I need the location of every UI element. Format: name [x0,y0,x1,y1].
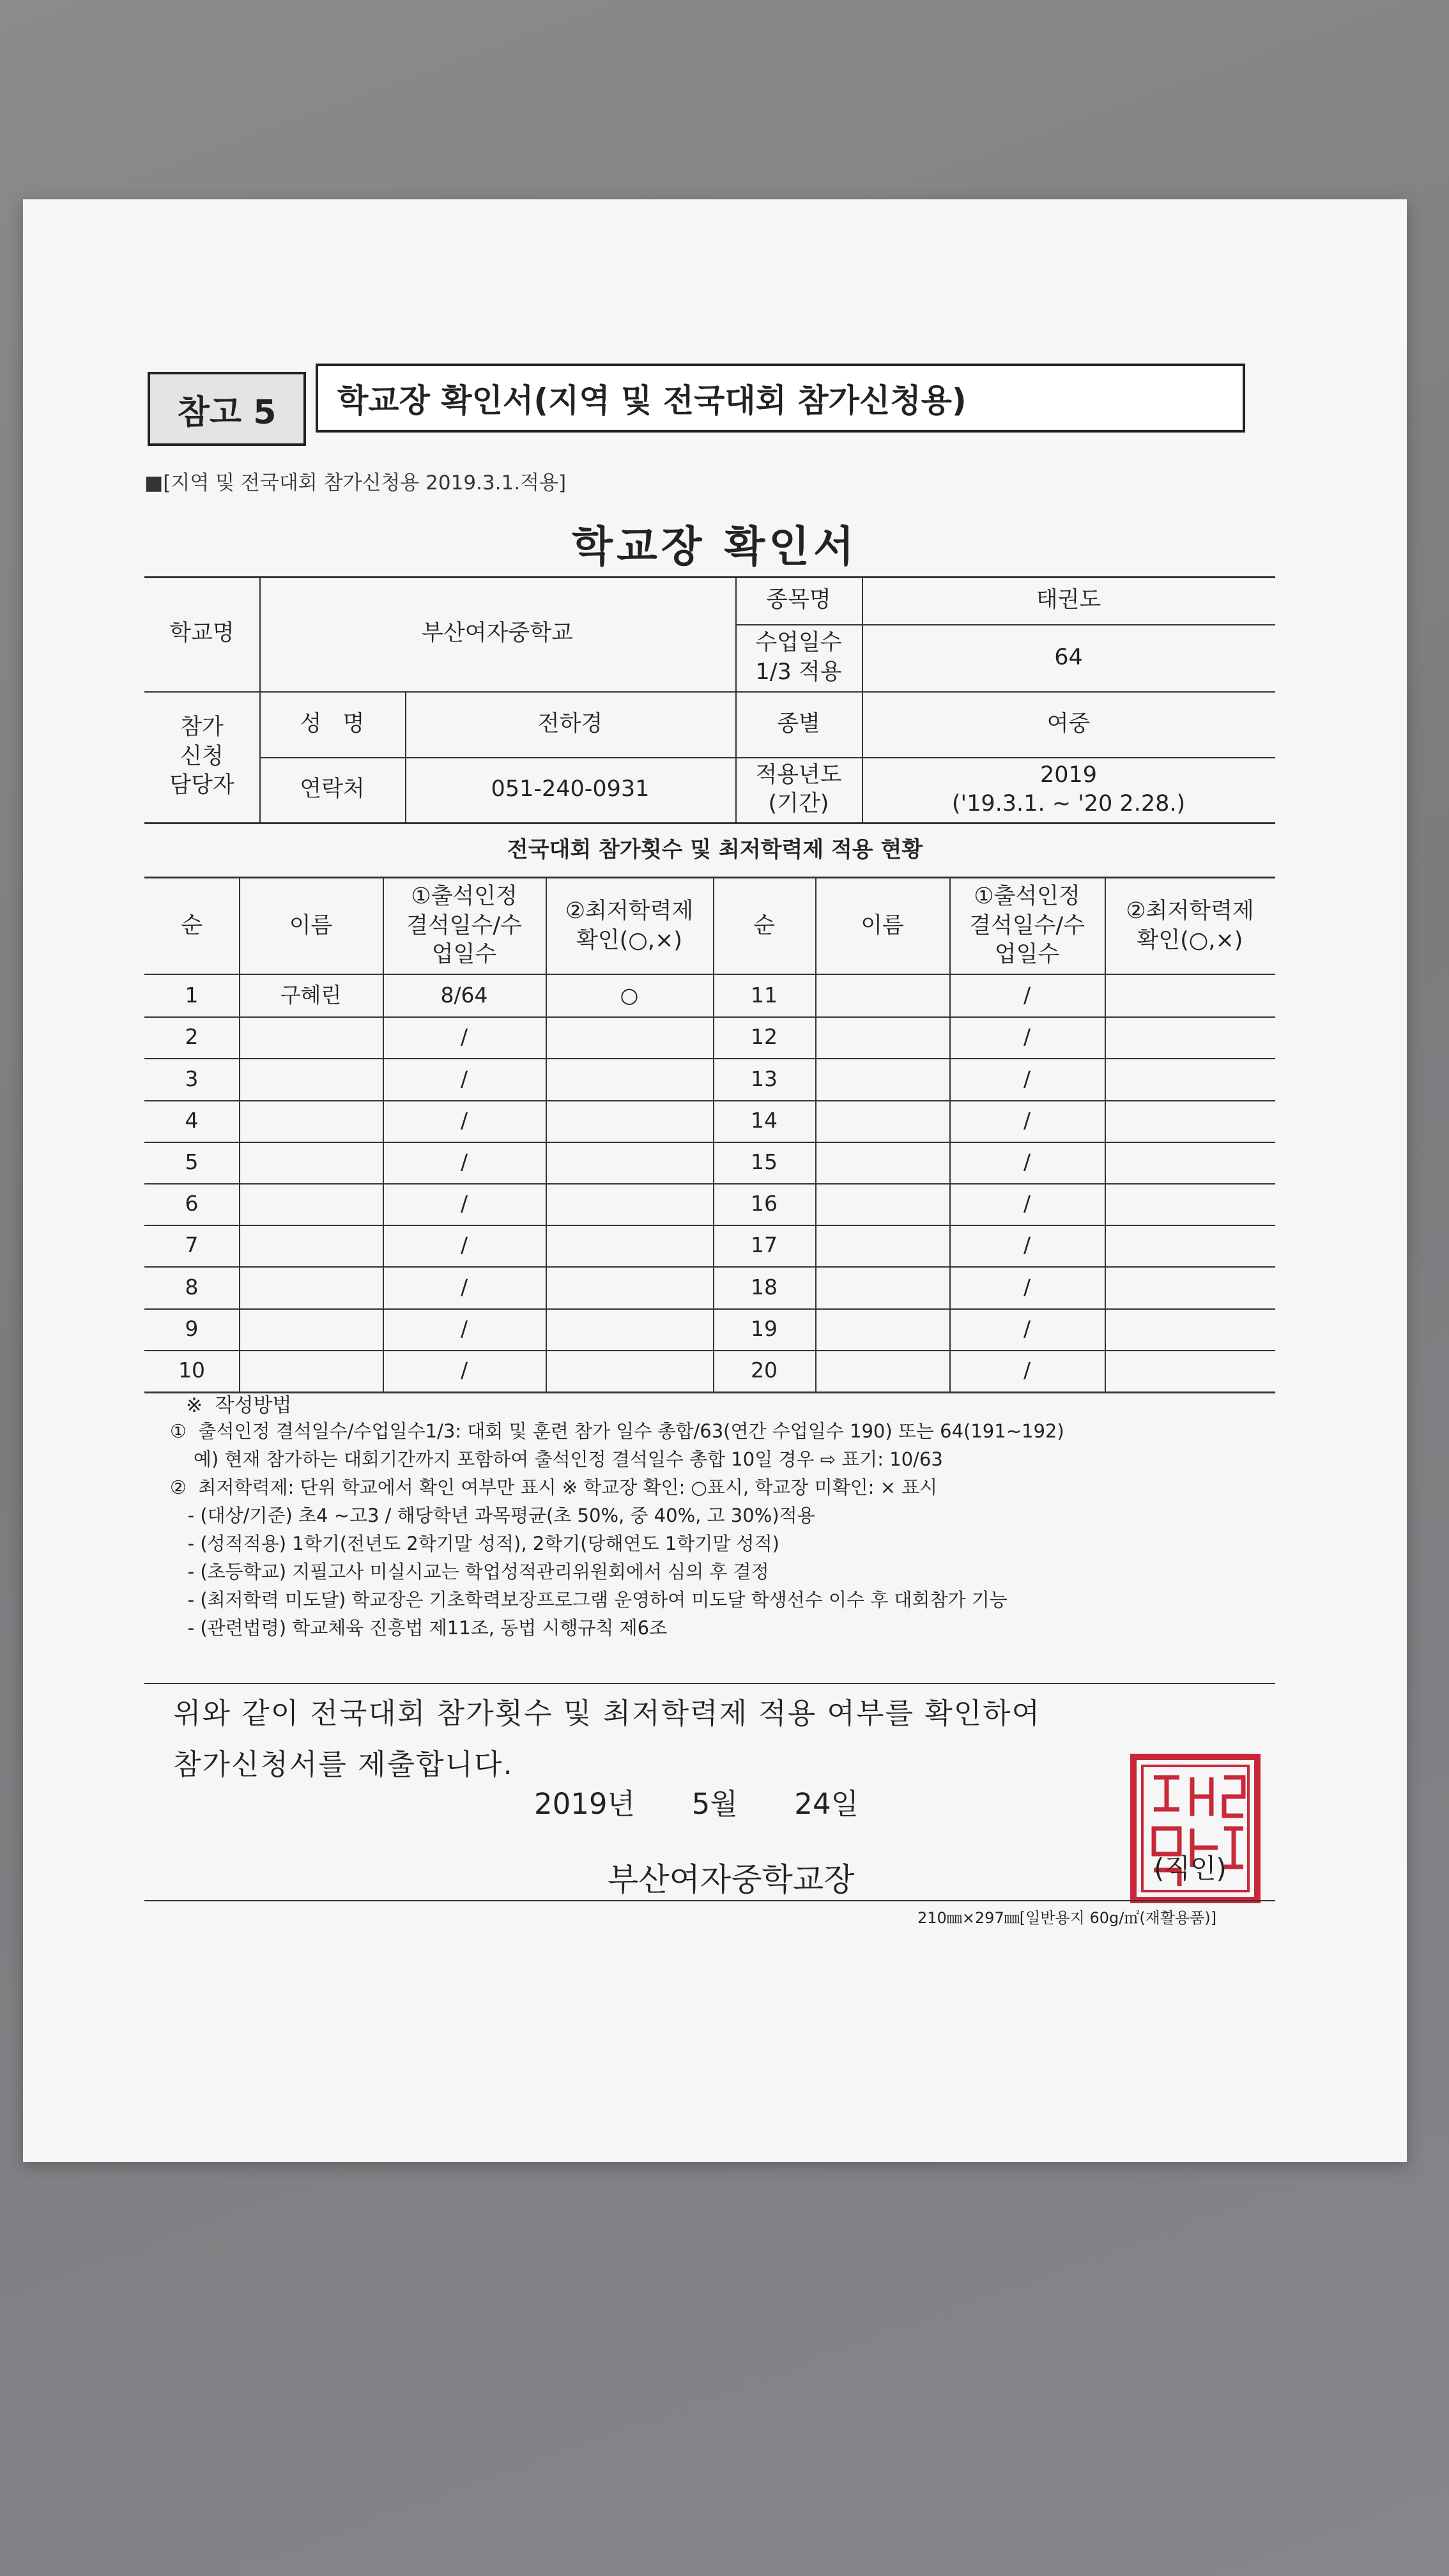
table-cell-no: 18 [751,1274,778,1300]
table-cell-name [815,1058,949,1100]
table-cell-no: 10 [178,1357,205,1383]
table-cell-attend: / [1023,1232,1031,1258]
col-header-no-2: 순 [753,912,775,939]
table-cell-min [1105,1142,1275,1183]
table-cell-no: 19 [751,1315,778,1341]
table-cell-attend: / [460,1149,468,1174]
table-cell-min: ○ [620,983,639,1008]
table-cell-min [1105,1308,1275,1350]
instructions-title: ※ 작성방법 [186,1394,292,1417]
table-cell-min [546,1183,713,1225]
table-col-rule [713,877,714,1392]
instruction-line: 예) 현재 참가하는 대회기간까지 포함하여 출석인정 결석일수 총합 10일 경우 ⇨ 표기: 10/63 [170,1448,943,1470]
table-cell-attend: / [1023,1191,1031,1216]
table-cell-no: 7 [185,1232,199,1258]
col-header-no: 순 [181,912,203,939]
document-title: 학교장 확인서 [572,522,858,571]
table-cell-name [239,1016,383,1058]
table-heading: 전국대회 참가횟수 및 최저학력제 적용 현황 [507,837,923,862]
table-col-rule [815,877,816,1392]
table-cell-min [1105,1016,1275,1058]
declaration [173,1688,1041,1790]
table-cell-attend: / [1023,1149,1031,1174]
table-cell-attend: / [460,1274,468,1300]
school-label: 학교명 [169,620,234,647]
reference-label-text: 참고 5 [177,393,277,432]
table-cell-name [239,1183,383,1225]
table-cell-no: 13 [751,1066,778,1091]
table-cell-name [815,1225,949,1266]
category-value: 여중 [1046,710,1091,737]
table-cell-no: 4 [185,1107,199,1133]
table-cell-name [815,1100,949,1142]
table-cell-no: 8 [185,1274,199,1300]
days-label: 수업일수 1/3 적용 [755,630,842,685]
name-label: 성 명 [300,710,365,737]
footer-rule [144,1900,1275,1901]
table-cell-min [546,1058,713,1100]
submission-date: 2019년 5월 24일 [534,1787,859,1821]
form-title-text: 학교장 확인서(지역 및 전국대회 참가신청용) [337,382,967,419]
table-cell-attend: / [460,1107,468,1133]
col-header-name-2: 이름 [861,912,904,939]
table-cell-min [1105,1058,1275,1100]
table-cell-no: 16 [751,1191,778,1216]
table-cell-attend: / [460,1357,468,1383]
days-value: 64 [1054,644,1083,670]
paper-spec: 210㎜×297㎜[일반용지 60g/㎡(재활용품)] [917,1909,1217,1927]
table-cell-no: 6 [185,1191,199,1216]
form-title [316,364,1245,433]
table-cell-attend: / [460,1315,468,1341]
table-cell-min [1105,1266,1275,1308]
table-cell-attend: / [1023,1107,1031,1133]
year-label: 적용년도 (기간) [755,762,842,816]
table-cell-no: 15 [751,1149,778,1174]
table-col-rule [546,877,547,1392]
table-cell-name [815,975,949,1016]
table-cell-attend: / [460,1191,468,1216]
table-cell-min [546,1225,713,1266]
table-cell-attend: / [460,1232,468,1258]
contact-value: 051-240-0931 [491,776,650,802]
table-cell-min [1105,1225,1275,1266]
table-cell-attend: / [1023,1315,1031,1341]
name-value: 전하경 [537,710,603,737]
table-cell-name [239,1058,383,1100]
table-cell-min [546,1266,713,1308]
category-label: 종별 [777,710,820,737]
table-col-rule [239,877,240,1392]
version-note: ■[지역 및 전국대회 참가신청용 2019.3.1.적용] [144,471,567,494]
table-col-rule [949,877,951,1392]
table-cell-name [815,1266,949,1308]
table-cell-attend: / [1023,1357,1031,1383]
table-cell-name [815,1308,949,1350]
table-cell-no: 3 [185,1066,199,1091]
table-cell-name [239,1225,383,1266]
declaration-line-2: 참가신청서를 제출합니다. [173,1747,514,1781]
table-cell-name [239,1308,383,1350]
instruction-line: ② 최저학력제: 단위 학교에서 확인 여부만 표시 ※ 학교장 확인: ○표시, 학교장 미확인: × 표시 [170,1476,938,1498]
table-cell-no: 14 [751,1107,778,1133]
table-cell-no: 17 [751,1232,778,1258]
table-cell-attend: / [1023,1066,1031,1091]
instruction-line: - (성적적용) 1학기(전년도 2학기말 성적), 2학기(당해연도 1학기말 성적) [170,1533,779,1554]
table-cell-attend: / [460,1024,468,1050]
year-period: ('19.3.1. ~ '20 2.28.) [951,791,1186,816]
table-col-rule [383,877,384,1392]
declaration-line-1: 위와 같이 전국대회 참가횟수 및 최저학력제 적용 여부를 확인하여 [173,1696,1041,1730]
instruction-line: - (대상/기준) 초4 ~고3 / 해당학년 과목평균(초 50%, 중 40%, 고 30%)적용 [170,1505,815,1526]
reference-label [148,372,306,446]
col-header-attend-2: ①출석인정 결석일수/수 업일수 [969,884,1085,968]
table-cell-name [239,1100,383,1142]
table-cell-no: 20 [751,1357,778,1383]
table-col-rule [1105,877,1106,1392]
instruction-line: - (관련법령) 학교체육 진흥법 제11조, 동법 시행규칙 제6조 [170,1617,668,1639]
table-cell-name [815,1016,949,1058]
table-cell-min [546,1016,713,1058]
instruction-line: - (초등학교) 지필고사 미실시교는 학업성적관리위원회에서 심의 후 결정 [170,1561,769,1583]
table-cell-no: 9 [185,1315,199,1341]
table-cell-min [1105,975,1275,1016]
seal-label: (직인) [1154,1853,1227,1884]
year-value-cell [862,757,1275,822]
applicant-label: 참가 신청 담당자 [169,714,234,799]
info-bottom-border [144,822,1275,824]
contact-label: 연락처 [300,776,365,802]
table-cell-name [239,1350,383,1392]
table-cell-attend: / [1023,1274,1031,1300]
table-cell-attend: / [460,1066,468,1091]
table-cell-min [1105,1183,1275,1225]
col-header-min: ②최저학력제 확인(○,×) [565,898,694,953]
table-cell-no: 12 [751,1024,778,1050]
school-value: 부산여자중학교 [422,620,573,647]
table-cell-name [815,1183,949,1225]
table-cell-min [546,1142,713,1183]
table-cell-attend: / [1023,983,1031,1008]
declaration-top-rule [144,1683,1275,1684]
table-row-rule [144,1392,1275,1393]
col-header-attend: ①출석인정 결석일수/수 업일수 [406,884,522,968]
table-cell-attend: / [1023,1024,1031,1050]
table-cell-no: 1 [185,983,199,1008]
instruction-line: ① 출석인정 결석일수/수업일수1/3: 대회 및 훈련 참가 일수 총합/63(연간 수업일수 190) 또는 64(191~192) [170,1420,1064,1442]
table-cell-min [1105,1100,1275,1142]
table-cell-no: 5 [185,1149,199,1174]
table-cell-no: 2 [185,1024,199,1050]
instruction-line: - (최저학력 미도달) 학교장은 기초학력보장프로그램 운영하여 미도달 학생선수 이수 후 대회참가 기능 [170,1589,1008,1611]
year-value: 2019 [1039,762,1098,788]
event-value: 태권도 [1036,586,1101,613]
table-cell-min [546,1100,713,1142]
table-cell-name [239,1266,383,1308]
table-cell-attend: 8/64 [440,983,488,1008]
table-cell-name [239,1142,383,1183]
table-cell-min [546,1308,713,1350]
table-cell-no: 11 [751,983,778,1008]
document-sheet [23,199,1407,2162]
table-cell-name [815,1350,949,1392]
table-cell-min [546,1350,713,1392]
table-cell-name: 구혜린 [280,983,342,1008]
table-cell-name [815,1142,949,1183]
principal-name: 부산여자중학교장 [608,1861,855,1898]
col-header-name: 이름 [289,912,333,939]
table-cell-min [1105,1350,1275,1392]
col-header-min-2: ②최저학력제 확인(○,×) [1126,898,1254,953]
event-label: 종목명 [766,586,831,613]
